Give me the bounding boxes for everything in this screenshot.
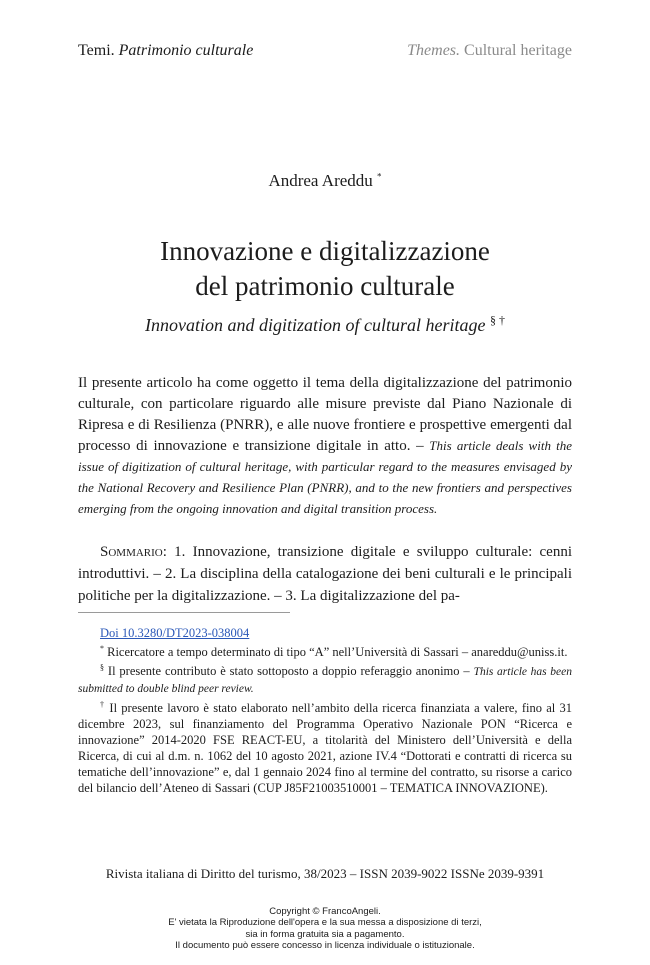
article-subtitle	[0, 313, 650, 336]
subtitle-footnote-marks: § †	[489, 313, 505, 327]
title-line-1: Innovazione e digitalizzazione	[160, 236, 490, 266]
footnote-1	[78, 641, 572, 660]
copyright-line-1: Copyright © FrancoAngeli.	[269, 906, 381, 917]
header-right-section: Themes.	[407, 42, 461, 59]
summary-label: Sommario	[100, 544, 163, 560]
author	[0, 171, 650, 191]
footnote-1-text: Ricercatore a tempo determinato di tipo “A” nell’Università di Sassari – anareddu@uniss.it.	[107, 645, 568, 660]
doi-link[interactable]: Doi 10.3280/DT2023-038004	[100, 626, 250, 640]
subtitle-text: Innovation and digitization of cultural heritage	[145, 315, 486, 335]
copyright-notice	[0, 906, 650, 952]
footnote-2	[78, 660, 572, 697]
running-header-right	[407, 42, 572, 60]
header-left-prefix: Temi.	[78, 42, 115, 59]
footnote-2-text: Il presente contributo è stato sottoposto a doppio referaggio anonimo –	[107, 664, 470, 679]
header-right-rest: Cultural heritage	[464, 42, 572, 59]
copyright-line-3: sia in forma gratuita sia a pagamento.	[245, 928, 405, 940]
abstract-italian: Il presente articolo ha come oggetto il tema della digitalizzazione del patrimonio culturale, con particolare riguardo alle misure previste dal Piano Nazionale di Ripresa e di Resilienza (PNRR), e alle nuove frontiere e prospettive emergenti dal processo di innovazione e transizione digitale in atto. –	[78, 375, 572, 454]
title-line-2: del patrimonio culturale	[195, 271, 455, 301]
footnotes	[78, 625, 572, 796]
running-header-left	[78, 42, 253, 60]
abstract-english: This article deals with the issue of digitization of cultural heritage, with particular regard to the measures envisaged by the National Recovery and Resilience Plan (PNRR), and to the new frontiers and perspectives emerging from the ongoing innovation and digital transition process.	[78, 438, 572, 516]
footnote-2-mark: §	[100, 663, 104, 673]
author-name: Andrea Areddu	[268, 171, 373, 190]
summary	[78, 541, 572, 607]
footnote-3-mark: †	[100, 700, 106, 710]
article-title	[0, 234, 650, 304]
journal-footer: Rivista italiana di Diritto del turismo, 38/2023 – ISSN 2039-9022 ISSNe 2039-9391	[105, 866, 545, 881]
abstract	[78, 373, 572, 520]
footnote-1-mark: *	[100, 644, 104, 653]
footnote-3-text: Il presente lavoro è stato elaborato nell’ambito della ricerca finanziata a valere, fino al 31 dicembre 2023, sul finanziamento del Programma Operativo Nazionale PON “Ricerca e innovazione” 2014-2020 FSE REACT-EU, a titolarità del Ministero dell’Università e della Ricerca, di cui al d.m. n. 1062 del 10 agosto 2021, azione IV.4 “Dottorati e contratti di ricerca su tematiche dell’innovazione” e, dal 1 gennaio 2024 fino al termine del contratto, su risorse a carico del bilancio dell’Ateneo di Sassari (CUP J85F21003510001 – TEMATICA INNOVAZIONE).	[78, 701, 572, 796]
summary-text: : 1. Innovazione, transizione digitale e sviluppo culturale: cenni introduttivi. – 2. La disciplina della catalogazione dei beni culturali e le principali politiche per la digitalizzazione. – 3. La digitalizzazione del pa-	[78, 544, 572, 604]
header-left-section: Patrimonio culturale	[118, 42, 254, 59]
footnote-3	[78, 697, 572, 796]
copyright-line-2: E' vietata la Riproduzione dell'opera e la sua messa a disposizione di terzi,	[168, 917, 482, 929]
footnote-2-english: This article has been submitted to double blind peer review.	[78, 666, 573, 696]
copyright-line-4: Il documento può essere concesso in licenza individuale o istituzionale.	[175, 940, 475, 952]
footnote-rule	[78, 612, 290, 613]
author-footnote-mark: *	[377, 171, 382, 182]
